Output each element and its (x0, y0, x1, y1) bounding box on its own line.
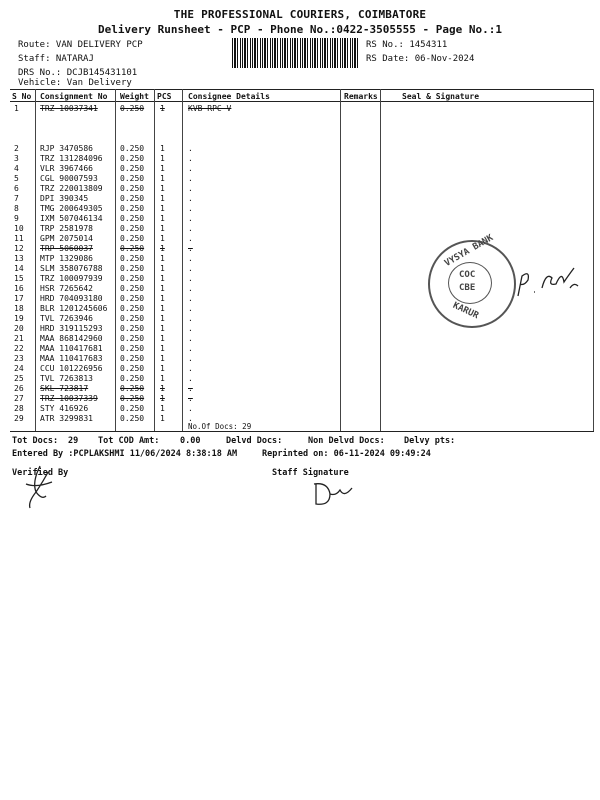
row-consignee-details: . (188, 244, 193, 253)
row-consignee-details: . (188, 384, 193, 393)
row-pcs: 1 (160, 294, 165, 303)
table-row (0, 194, 600, 204)
staff: Staff: NATARAJ (18, 54, 94, 64)
row-consignee-details: . (188, 204, 193, 213)
row-consignee-details: . (188, 194, 193, 203)
table-row (0, 384, 600, 394)
company-title: THE PROFESSIONAL COURIERS, COIMBATORE (173, 8, 427, 21)
row-weight: 0.250 (120, 334, 145, 343)
row-sno: 11 (14, 234, 24, 243)
row-sno: 22 (14, 344, 24, 353)
table-row (0, 144, 600, 154)
row-sno: 23 (14, 354, 24, 363)
row-consignment-no: SKL 723817 (40, 384, 89, 393)
row-pcs: 1 (160, 284, 165, 293)
row-sno: 4 (14, 164, 19, 173)
row-consignee-details: . (188, 164, 193, 173)
row-pcs: 1 (160, 254, 165, 263)
row-consignment-no: IXM 507046134 (40, 214, 103, 223)
row-weight: 0.250 (120, 234, 145, 243)
row-consignee-details: . (188, 394, 193, 403)
row-consignment-no: BLR 1201245606 (40, 304, 108, 313)
row-pcs: 1 (160, 174, 165, 183)
row-weight: 0.250 (120, 394, 145, 403)
row-pcs: 1 (160, 384, 165, 393)
row-consignee-details: . (188, 284, 193, 293)
row-sno: 15 (14, 274, 24, 283)
reprinted-on: Reprinted on: 06-11-2024 09:49:24 (262, 449, 431, 459)
table-row (0, 324, 600, 334)
row-pcs: 1 (160, 304, 165, 313)
row-weight: 0.250 (120, 374, 145, 383)
table-row (0, 314, 600, 324)
stamp-inner-line1: COC (459, 270, 476, 280)
row-weight: 0.250 (120, 154, 145, 163)
row-weight: 0.250 (120, 414, 145, 423)
row-sno: 20 (14, 324, 24, 333)
row-pcs: 1 (160, 364, 165, 373)
row-consignee-details: . (188, 184, 193, 193)
row-consignment-no: CGL 90007593 (40, 174, 98, 183)
tot-cod-label: Tot COD Amt: (98, 436, 160, 446)
row-weight: 0.250 (120, 294, 145, 303)
row-sno: 29 (14, 414, 24, 423)
row-weight: 0.250 (120, 324, 145, 333)
table-row (0, 374, 600, 384)
staff-signature-label: Staff Signature (272, 468, 349, 478)
table-top-rule (10, 89, 594, 90)
table-row (0, 214, 600, 224)
column-header-consignee: Consignee Details (188, 92, 270, 101)
row-weight: 0.250 (120, 304, 145, 313)
row-consignee-details: . (188, 374, 193, 383)
row-consignee-details: . (188, 294, 193, 303)
row-consignee-details: . (188, 364, 193, 373)
row-sno: 18 (14, 304, 24, 313)
table-row (0, 334, 600, 344)
row-pcs: 1 (160, 164, 165, 173)
runsheet-title: Delivery Runsheet - PCP - Phone No.:0422-3505555 - Page No.:1 (98, 23, 502, 36)
row-consignee-details: . (188, 344, 193, 353)
row-consignment-no: GPM 2075014 (40, 234, 93, 243)
row-sno: 6 (14, 184, 19, 193)
table-row (0, 234, 600, 244)
column-header-weight: Weight (120, 92, 149, 101)
row-weight: 0.250 (120, 264, 145, 273)
row-sno: 10 (14, 224, 24, 233)
row-weight: 0.250 (120, 254, 145, 263)
row-sno: 16 (14, 284, 24, 293)
delvy-pts: Delvy pts: (404, 436, 456, 446)
rs-date: RS Date: 06-Nov-2024 (366, 54, 475, 64)
row-consignment-no: CCU 101226956 (40, 364, 103, 373)
row-weight: 0.250 (120, 194, 145, 203)
row-sno: 21 (14, 334, 24, 343)
table-row (0, 244, 600, 254)
row-consignment-no: HSR 7265642 (40, 284, 93, 293)
row-pcs: 1 (160, 154, 165, 163)
row-weight: 0.250 (120, 354, 145, 363)
row-pcs: 1 (160, 184, 165, 193)
row-pcs: 1 (160, 214, 165, 223)
row-consignee-details: . (188, 234, 193, 243)
row-pcs: 1 (160, 414, 165, 423)
row-weight: 0.250 (120, 224, 145, 233)
row-pcs: 1 (160, 204, 165, 213)
row-consignment-no: TRZ 10037339 (40, 394, 98, 403)
row-consignment-no: MAA 110417681 (40, 344, 103, 353)
stamp-inner-line2: CBE (459, 283, 476, 293)
row-consignee-details: . (188, 324, 193, 333)
no-of-docs: No.Of Docs: 29 (188, 422, 252, 431)
row-consignee-details: . (188, 264, 193, 273)
row-pcs: 1 (160, 334, 165, 343)
column-header-seal: Seal & Signature (402, 92, 480, 101)
row-pcs: 1 (160, 104, 165, 113)
row-consignment-no: TMG 200649305 (40, 204, 103, 213)
row-weight: 0.250 (120, 244, 145, 253)
row-pcs: 1 (160, 314, 165, 323)
row-consignee-details: . (188, 274, 193, 283)
row-consignee-details: . (188, 404, 193, 413)
row-consignee-details: . (188, 144, 193, 153)
rs-number: RS No.: 1454311 (366, 40, 448, 50)
row-weight: 0.250 (120, 174, 145, 183)
row-sno: 19 (14, 314, 24, 323)
table-row (0, 174, 600, 184)
row-consignee-details: . (188, 334, 193, 343)
table-row (0, 404, 600, 414)
row-sno: 12 (14, 244, 24, 253)
row-pcs: 1 (160, 274, 165, 283)
row-consignee-details: . (188, 314, 193, 323)
table-row (0, 184, 600, 194)
row-consignee-details: . (188, 354, 193, 363)
row-sno: 24 (14, 364, 24, 373)
tot-docs-label: Tot Docs: (12, 436, 59, 446)
row-pcs: 1 (160, 404, 165, 413)
table-row (0, 104, 600, 114)
row-consignment-no: ATR 3299831 (40, 414, 93, 423)
tot-docs-value: 29 (68, 436, 79, 446)
row-consignment-no: MTP 1329086 (40, 254, 93, 263)
table-row (0, 164, 600, 174)
row-consignment-no: HRD 704093180 (40, 294, 103, 303)
vehicle: Vehicle: Van Delivery (18, 78, 132, 88)
row-pcs: 1 (160, 234, 165, 243)
row-sno: 27 (14, 394, 24, 403)
row-sno: 28 (14, 404, 24, 413)
entered-by: Entered By :PCPLAKSHMI 11/06/2024 8:38:18 AM (12, 449, 238, 459)
drs-number: DRS No.: DCJB145431101 (18, 68, 138, 78)
column-header-sno: S No (12, 92, 32, 101)
row-sno: 14 (14, 264, 24, 273)
row-sno: 7 (14, 194, 19, 203)
row-sno: 17 (14, 294, 24, 303)
row-consignee-details: . (188, 154, 193, 163)
row-consignment-no: RJP 3470586 (40, 144, 93, 153)
table-row (0, 204, 600, 214)
row-consignment-no: SLM 358076788 (40, 264, 103, 273)
row-sno: 1 (14, 104, 19, 113)
verified-by-label: Verified By (12, 468, 69, 478)
barcode (232, 38, 358, 68)
table-row (0, 414, 600, 424)
row-weight: 0.250 (120, 284, 145, 293)
row-weight: 0.250 (120, 404, 145, 413)
row-consignee-details: . (188, 174, 193, 183)
non-delvd-docs: Non Delvd Docs: (308, 436, 385, 446)
row-weight: 0.250 (120, 274, 145, 283)
row-pcs: 1 (160, 394, 165, 403)
row-weight: 0.250 (120, 364, 145, 373)
route: Route: VAN DELIVERY PCP (18, 40, 143, 50)
stamp-outer-bottom: KARUR (451, 300, 480, 322)
row-sno: 9 (14, 214, 19, 223)
row-pcs: 1 (160, 194, 165, 203)
table-bottom-rule (10, 431, 594, 432)
row-weight: 0.250 (120, 384, 145, 393)
stamp-outer-top: VYSYA BANK (443, 233, 496, 269)
table-row (0, 394, 600, 404)
table-header-rule (10, 101, 594, 102)
row-sno: 25 (14, 374, 24, 383)
column-header-consignment: Consignment No (40, 92, 108, 101)
row-consignment-no: TRZ 100097939 (40, 274, 103, 283)
row-weight: 0.250 (120, 164, 145, 173)
table-row (0, 344, 600, 354)
row-weight: 0.250 (120, 344, 145, 353)
tot-cod-value: 0.00 (180, 436, 201, 446)
handwritten-signature (512, 262, 582, 302)
row-pcs: 1 (160, 324, 165, 333)
row-consignment-no: STY 416926 (40, 404, 89, 413)
row-sno: 13 (14, 254, 24, 263)
row-weight: 0.250 (120, 144, 145, 153)
row-consignment-no: DPI 390345 (40, 194, 89, 203)
row-consignment-no: TRP 5060037 (40, 244, 93, 253)
row-consignee-details: . (188, 304, 193, 313)
row-consignment-no: MAA 110417683 (40, 354, 103, 363)
row-sno: 5 (14, 174, 19, 183)
row-consignee-details: . (188, 254, 193, 263)
table-row (0, 364, 600, 374)
row-weight: 0.250 (120, 314, 145, 323)
row-consignment-no: TRZ 220013809 (40, 184, 103, 193)
verifier-signature (22, 462, 58, 512)
row-consignment-no: HRD 319115293 (40, 324, 103, 333)
column-header-remarks: Remarks (344, 92, 378, 101)
row-sno: 8 (14, 204, 19, 213)
table-row (0, 154, 600, 164)
row-consignment-no: MAA 868142960 (40, 334, 103, 343)
row-weight: 0.250 (120, 184, 145, 193)
row-consignee-details: . (188, 414, 193, 423)
row-pcs: 1 (160, 244, 165, 253)
row-weight: 0.250 (120, 214, 145, 223)
row-consignee-details: . (188, 224, 193, 233)
row-weight: 0.250 (120, 204, 145, 213)
row-sno: 26 (14, 384, 24, 393)
row-pcs: 1 (160, 354, 165, 363)
row-pcs: 1 (160, 344, 165, 353)
row-sno: 3 (14, 154, 19, 163)
row-pcs: 1 (160, 374, 165, 383)
table-row (0, 354, 600, 364)
row-consignee-details: KVB RPC V (188, 104, 232, 113)
row-consignment-no: TRZ 10037341 (40, 104, 98, 113)
column-header-pcs: PCS (157, 92, 172, 101)
table-row (0, 224, 600, 234)
row-sno: 2 (14, 144, 19, 153)
row-consignment-no: TRZ 131284096 (40, 154, 103, 163)
row-weight: 0.250 (120, 104, 145, 113)
row-consignment-no: TVL 7263813 (40, 374, 93, 383)
row-consignment-no: TRP 2581978 (40, 224, 93, 233)
row-pcs: 1 (160, 224, 165, 233)
delvd-docs: Delvd Docs: (226, 436, 283, 446)
row-consignment-no: VLR 3967466 (40, 164, 93, 173)
staff-signature (306, 474, 356, 508)
row-pcs: 1 (160, 264, 165, 273)
row-consignment-no: TVL 7263946 (40, 314, 93, 323)
row-pcs: 1 (160, 144, 165, 153)
row-consignee-details: . (188, 214, 193, 223)
